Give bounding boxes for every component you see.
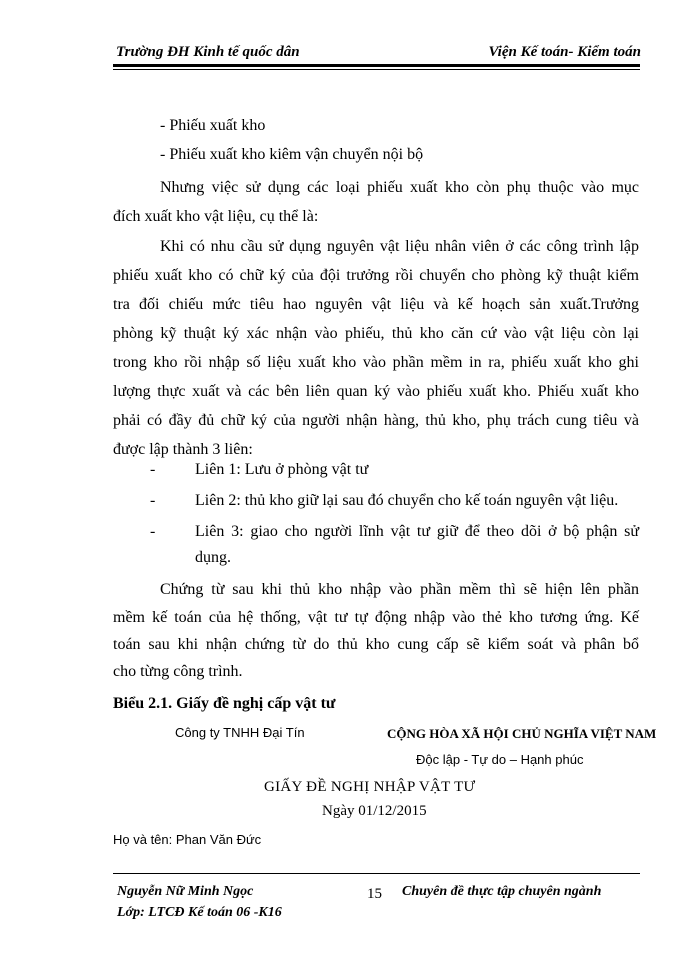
para2-line: được lập thành 3 liên: xyxy=(113,441,253,458)
footer-rule xyxy=(113,873,640,874)
header-rule-thin xyxy=(113,69,640,70)
para2-line: phòng kỹ thuật ký xác nhận vào phiếu, thủ kho căn cứ vào vật liệu còn lại xyxy=(113,325,639,342)
para2-line: phiếu xuất kho có chữ ký của đội trưởng rồi chuyển cho phòng kỹ thuật kiểm xyxy=(113,267,639,284)
para2-line: phải có đầy đủ chữ ký của người nhận hàng, thủ kho, phụ trách cung tiêu và xyxy=(113,412,639,429)
footer-class: Lớp: LTCĐ Kế toán 06 -K16 xyxy=(117,905,282,920)
footer-author: Nguyễn Nữ Minh Ngọc xyxy=(117,884,254,899)
para3-line: toán sau khi nhận chứng từ do thủ kho cung cấp sẽ kiểm soát và phân bổ xyxy=(113,636,639,653)
doc-line-2: - Phiếu xuất kho kiêm vận chuyển nội bộ xyxy=(160,146,424,163)
bullet-item-1: Liên 1: Lưu ở phòng vật tư xyxy=(195,461,369,478)
bullet-item-3-cont: dụng. xyxy=(195,549,231,566)
header-rule-thick xyxy=(113,64,640,67)
para3-line: Chứng từ sau khi thủ kho nhập vào phần mềm thì sẽ hiện lên phần xyxy=(160,581,639,598)
para2-line: tra đối chiếu mức tiêu hao nguyên vật liệu và kế hoạch sản xuất.Trưởng xyxy=(113,296,639,313)
form-republic: CỘNG HÒA XÃ HỘI CHỦ NGHĨA VIỆT NAM xyxy=(387,726,657,741)
form-company: Công ty TNHH Đại Tín xyxy=(175,725,305,740)
footer-subject: Chuyên đề thực tập chuyên ngành xyxy=(402,884,602,899)
page-number: 15 xyxy=(367,886,382,902)
para2-line: trong kho rồi nhập số liệu xuất kho vào phần mềm in ra, phiếu xuất kho ghi xyxy=(113,354,639,371)
doc-line-1: - Phiếu xuất kho xyxy=(160,117,266,134)
header-school: Trường ĐH Kinh tế quốc dân xyxy=(116,44,300,60)
form-name-line: Họ và tên: Phan Văn Đức xyxy=(113,832,262,847)
para2-line: Khi có nhu cầu sử dụng nguyên vật liệu nhân viên ở các công trình lập xyxy=(160,238,639,255)
form-date: Ngày 01/12/2015 xyxy=(322,803,427,819)
bullet-dash: - xyxy=(150,461,156,478)
bullet-dash: - xyxy=(150,523,156,540)
bullet-item-3: Liên 3: giao cho người lĩnh vật tư giữ để theo dõi ở bộ phận sử xyxy=(195,523,639,540)
form-motto: Độc lập - Tự do – Hạnh phúc xyxy=(416,752,584,767)
bullet-item-2: Liên 2: thủ kho giữ lại sau đó chuyển cho kế toán nguyên vật liệu. xyxy=(195,492,619,509)
para3-line: mềm kế toán của hệ thống, vật tư tự động nhập vào thẻ kho tương ứng. Kế xyxy=(113,609,639,626)
form-title: GIẤY ĐỀ NGHỊ NHẬP VẬT TƯ xyxy=(264,779,476,795)
bullet-dash: - xyxy=(150,492,156,509)
para1-line: đích xuất kho vật liệu, cụ thể là: xyxy=(113,208,319,225)
header-institute: Viện Kế toán- Kiểm toán xyxy=(488,44,641,60)
para3-line: cho từng công trình. xyxy=(113,663,243,680)
para1-line: Nhưng việc sử dụng các loại phiếu xuất kho còn phụ thuộc vào mục xyxy=(160,179,639,196)
form-caption: Biểu 2.1. Giấy đề nghị cấp vật tư xyxy=(113,695,336,712)
page-header xyxy=(113,44,641,66)
para2-line: lượng thực xuất và các bên liên quan ký vào phiếu xuất kho. Phiếu xuất kho xyxy=(113,383,639,400)
